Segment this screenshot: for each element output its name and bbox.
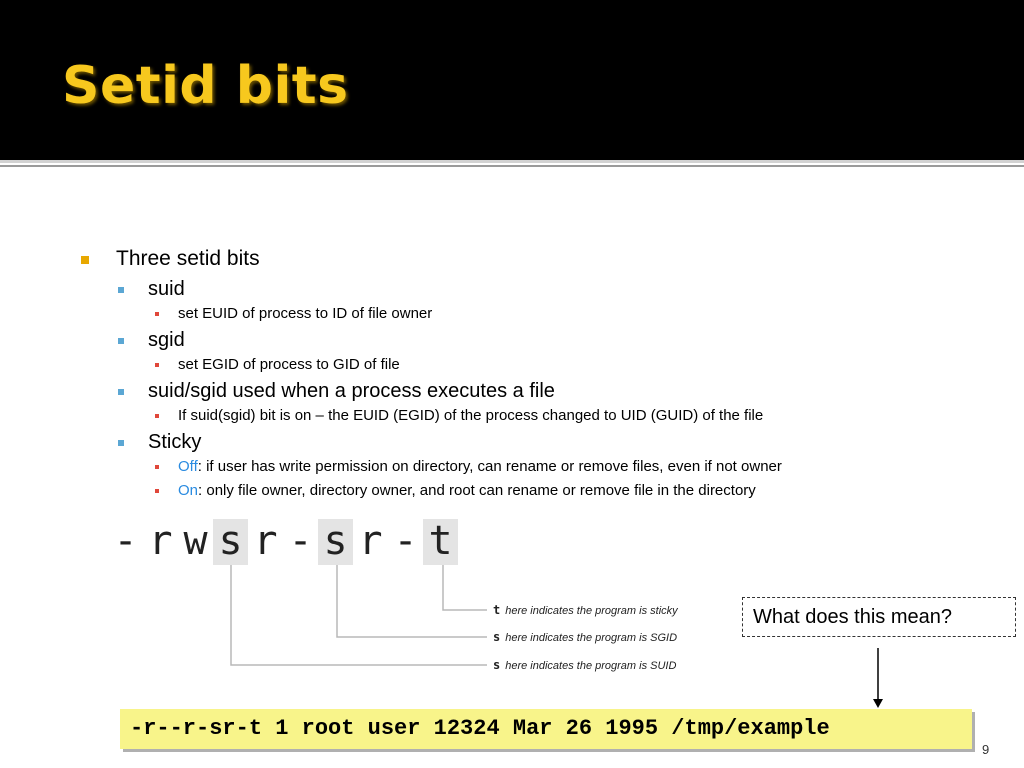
list-item: Sticky	[148, 431, 202, 453]
list-item: sgid	[148, 329, 185, 351]
on-description: : only file owner, directory owner, and root can rename or remove file in the directory	[198, 482, 756, 499]
perm-char: w	[183, 518, 208, 564]
perm-char-suid: s	[213, 519, 248, 565]
divider	[0, 160, 1024, 163]
off-description: : if user has write permission on directory, can rename or remove files, even if not owner	[197, 458, 782, 475]
perm-char: r	[148, 518, 173, 564]
bullet-icon	[155, 363, 159, 367]
question-box: What does this mean?	[742, 597, 1016, 637]
arrow-head-icon	[873, 699, 883, 708]
off-label: Off	[178, 458, 198, 475]
perm-char: r	[358, 518, 383, 564]
suid-connector	[231, 565, 487, 665]
command-example: -r--r-sr-t 1 root user 12324 Mar 26 1995 /tmp/example	[120, 709, 972, 749]
annotation-sgid: s here indicates the program is SGID	[493, 630, 678, 644]
list-item: set EGID of process to GID of file	[178, 356, 400, 373]
bullet-icon	[118, 287, 124, 293]
perm-char: r	[253, 518, 278, 564]
perm-char-sticky: t	[423, 519, 458, 565]
annotation-suid: s here indicates the program is SUID	[493, 658, 677, 672]
bullet-icon	[155, 414, 159, 418]
permission-string	[108, 518, 458, 565]
bullet-icon	[155, 465, 159, 469]
perm-char: -	[288, 518, 313, 564]
title-bar	[0, 0, 1024, 160]
list-item	[178, 458, 782, 475]
bullet-icon	[155, 312, 159, 316]
divider	[0, 165, 1024, 167]
list-item: suid	[148, 278, 185, 300]
on-label: On	[178, 482, 199, 499]
bullet-icon	[118, 338, 124, 344]
bullet-icon	[81, 256, 89, 264]
list-item: Three setid bits	[116, 247, 260, 270]
perm-char: -	[393, 518, 418, 564]
list-item: suid/sgid used when a process executes a file	[148, 380, 555, 402]
annotation-sticky: t here indicates the program is sticky	[493, 603, 678, 617]
sticky-connector	[443, 565, 487, 610]
sgid-connector	[337, 565, 487, 637]
bullet-icon	[118, 389, 124, 395]
perm-char: -	[113, 518, 138, 564]
bullet-icon	[118, 440, 124, 446]
list-item: If suid(sgid) bit is on – the EUID (EGID) of the process changed to UID (GUID) of the file	[178, 407, 764, 424]
list-item	[178, 482, 756, 499]
list-item: set EUID of process to ID of file owner	[178, 305, 433, 322]
page-title: Setid bits	[62, 56, 349, 116]
bullet-icon	[155, 489, 159, 493]
perm-char-sgid: s	[318, 519, 353, 565]
page-number: 9	[982, 742, 990, 757]
